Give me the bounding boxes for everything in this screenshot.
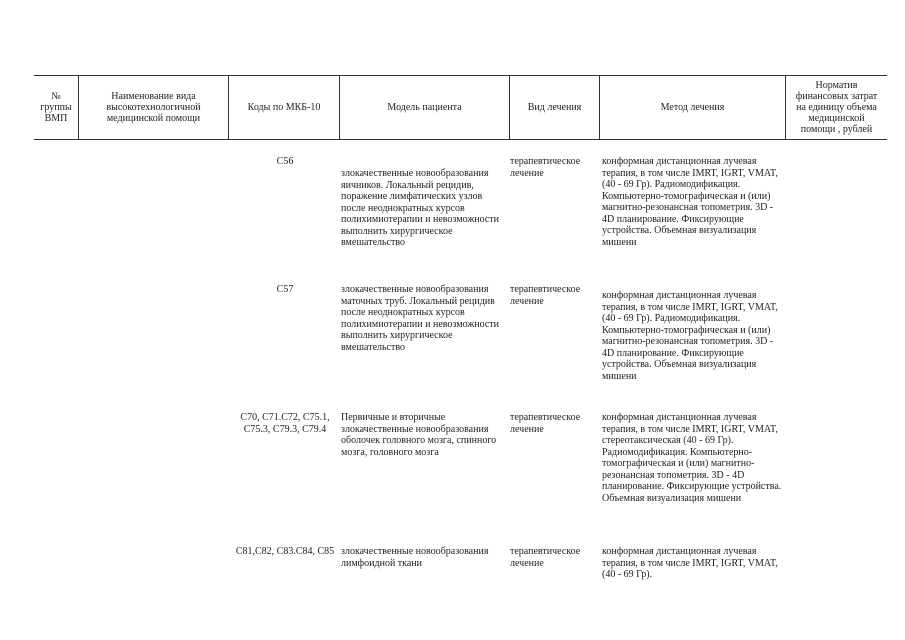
header-group-number: № группы ВМП	[40, 91, 72, 124]
treatment-type-cell: терапевтическое лечение	[510, 546, 581, 569]
treatment-type-cell: терапевтическое лечение	[510, 284, 581, 307]
header-treatment-method: Метод лечения	[599, 76, 785, 139]
treatment-method-cell: конформная дистанционная лучевая терапия, в том числе IMRT, IGRT, VMAT, (40 - 69 Гр). Радиомодификация. Компьютерно-томографическая и (или) магнитно-резонансная топометрия. 3D - 4D планирование. Фиксирующие устройства. Объемная визуализация мишени	[602, 156, 778, 248]
header-patient-model: Модель пациента	[339, 76, 509, 139]
header-treatment-type: Вид лечения	[509, 76, 599, 139]
treatment-method-cell: конформная дистанционная лучевая терапия, в том числе IMRT, IGRT, VMAT, стереотаксическая (40 - 69 Гр). Радиомодификация. Компьютерно-томографическая и (или) магнитно-резонансная топометрия. 3D - 4D планирование. Фиксирующие устройства. Объемная визуализация мишени	[602, 412, 782, 504]
patient-model-cell: Первичные и вторичные злокачественные новообразования оболочек головного мозга, спинного мозга, головного мозга	[341, 412, 497, 458]
header-care-type: Наименование вида высокотехнологичной медицинской помощи	[78, 76, 228, 139]
treatment-type-cell: терапевтическое лечение	[510, 156, 581, 179]
treatment-method-cell: конформная дистанционная лучевая терапия, в том числе IMRT, IGRT, VMAT, (40 - 69 Гр). Радиомодификация. Компьютерно-томографическая и (или) магнитно-резонансная топометрия. 3D - 4D планирование. Фиксирующие устройства. Объемная визуализация мишени	[602, 290, 778, 382]
icd-codes-cell: C56	[276, 156, 294, 167]
header-cost-norm: Норматив финансовых затрат на единицу объема медицинской помощи , рублей	[785, 76, 887, 139]
patient-model-cell: злокачественные новообразования маточных труб. Локальный рецидив после неоднократных курсов полихимиотерапии и невозможности выполнить хирургическое вмешательство	[341, 284, 499, 353]
icd-codes-cell: C81,C82, C83.C84, C85	[235, 546, 335, 557]
patient-model-cell: злокачественные новообразования яичников. Локальный рецидив, поражение лимфатических узлов после неоднократных курсов полихимиотерапии и невозможности выполнить хирургическое вмешательство	[341, 168, 499, 248]
icd-codes-cell: C70, C71.C72, C75.1, C75.3, C79.3, C79.4	[240, 412, 330, 435]
table-header	[34, 75, 887, 140]
patient-model-cell: злокачественные новообразования лимфоидной ткани	[341, 546, 489, 569]
header-icd-codes: Коды по МКБ-10	[228, 76, 339, 139]
treatment-type-cell: терапевтическое лечение	[510, 412, 581, 435]
treatment-method-cell: конформная дистанционная лучевая терапия, в том числе IMRT, IGRT, VMAT, (40 - 69 Гр).	[602, 546, 778, 580]
icd-codes-cell: C57	[276, 284, 294, 295]
